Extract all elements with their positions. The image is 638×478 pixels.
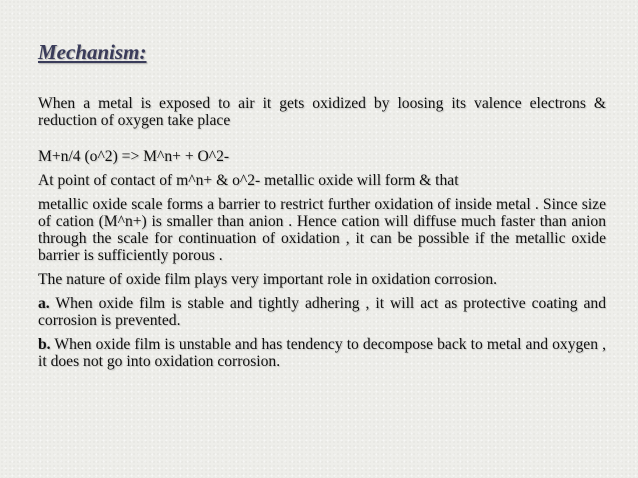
point-a bbox=[38, 295, 606, 329]
point-b-label: b. bbox=[38, 336, 51, 353]
intro-paragraph: When a metal is exposed to air it gets oxidized by loosing its valence electrons & reduction of oxygen take place bbox=[38, 95, 606, 129]
slide-title: Mechanism: bbox=[38, 40, 147, 64]
nature-paragraph: The nature of oxide film plays very important role in oxidation corrosion. bbox=[38, 271, 498, 288]
point-b bbox=[38, 336, 606, 370]
point-b-text: When oxide film is unstable and has tendency to decompose back to metal and oxygen , it does not go into oxidation corrosion. bbox=[38, 336, 606, 370]
reaction-equation: M+n/4 (o^2) => M^n+ + O^2- bbox=[38, 148, 230, 165]
point-a-text: When oxide film is stable and tightly adhering , it will act as protective coating and corrosion is prevented. bbox=[38, 295, 606, 329]
contact-paragraph: At point of contact of m^n+ & o^2- metallic oxide will form & that bbox=[38, 172, 459, 189]
scale-paragraph: metallic oxide scale forms a barrier to restrict further oxidation of inside metal . Since size of cation (M^n+) is smaller than anion . Hence cation will diffuse much faster than anion through the scale for continuation of oxidation , it can be possible if the metallic oxide barrier is sufficiently porous . bbox=[38, 196, 606, 264]
point-a-label: a. bbox=[38, 295, 50, 312]
slide-body bbox=[38, 95, 606, 370]
